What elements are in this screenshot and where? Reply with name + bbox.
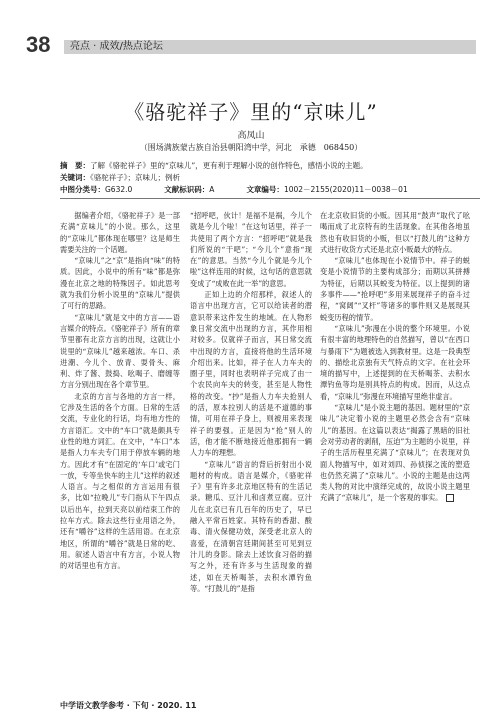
page-header <box>0 0 502 58</box>
keywords-label: 关键词： <box>60 173 90 182</box>
affiliation: （围场满族蒙古族自治县朝阳湾中学，河北 承德 068450） <box>139 143 363 152</box>
paragraph: 正如上边的介绍那样，叙述人的语言中出现方言，它可以给读者的潜意识带来这件发生的地域。在人物形象日常交流中出现的方言，其作用相对较多。仅就祥子而言，其日常交流中出现的方言，直接将他的生活环境介绍出来。比如，祥子在人力车夫的圈子里，同时也表明祥子完成了由一个农民向车夫的转变，甚至是人物性格的改变。“抄”是指人力车夫抢别人的活，原本拉别人的活是不道德的事情，可用在祥子身上，则被用来表现祥子的要强。正是因为“抢”别人的活，他才能不断地接近他那拥有一辆人力车的理想。 <box>190 290 312 458</box>
keywords <box>60 172 480 184</box>
paragraph: 据编者介绍，《骆驼祥子》是一部充满“京味儿”的小说。那么，这里的“京味儿”都体现在哪里？这是师生需要关注的一个话题。 <box>60 211 180 254</box>
keywords-text: 《骆驼祥子》；京味儿；例析 <box>90 173 180 182</box>
journal-footer: 中学语文教学参考 · 下旬 · 2020. 11 <box>60 701 197 710</box>
paragraph: “京味儿”之“京”是指向“味”的特质。因此，小说中的所有“味”都是弥漫在北京之地的特殊因子。如此思考就为我们分析小说里的“京味儿”提供了可行的思路。 <box>60 256 180 311</box>
document-code: 文献标识码：A <box>164 185 215 194</box>
clc-number: 中图分类号：G632.0 <box>60 185 133 194</box>
paragraph: “京味儿”语言的背后折射出小说题材的构成。语言是媒介，《骆驼祥子》里有许多北京地区特有的生活记录。糖瓜、豆汁儿和卤煮豆腐。豆汁儿在北京已有几百年的历史了，早已融入平常百姓家。其特有的香甜、酸毒、清火保健功效，深受老北京人的喜爱，在清朝宫廷期间甚至可见到豆汁儿的身影。除去上述饮食习俗的描写之外，还有许多与生活现象的描述，如在天桥喝茶，去积水潭钓鱼等。“打鼓儿的”是指 <box>190 459 312 593</box>
page-number: 38 <box>26 32 51 57</box>
abstract-text: 了解《骆驼祥子》里的“京味儿”，更有利于理解小说的创作特色，感悟小说的主题。 <box>90 161 368 170</box>
classification-line <box>60 184 490 195</box>
paragraph: “京味儿”弥漫在小说的整个环境里。小说有很丰富的地理特色的自然描写，曾以“在西口与暴雨下”为题被选入到教材里。这是一段典型的、描绘北京独有天气特点的文字。在社会环境的描写中，上述提到的在天桥喝茶、去积水潭钓鱼等均是别具特点的构成。因而，从这点看，“京味儿”弥漫在环境描写里绝非虚言。 <box>320 323 470 401</box>
author: 高凤山 <box>237 131 265 141</box>
abstract-label: 摘 要： <box>60 161 90 170</box>
paragraph: “京味儿”是小说主题的基因。题材里的“京味儿”决定着小说的主题里必然会含有“京味儿”的基因。在这篇以表达“揭露了黑暗的旧社会对劳动者的剥削，压迫”为主题的小说里，祥子的生活历程里充满了“京味儿”；在表现对负面人物描写中，如对刘四、孙侦探之流的塑造也仍然充满了“京味儿”。小说的主题是由这两类人物的对比中演绎完成的，故说小说主题里充满了“京味儿”，是一个客观的事实。 <box>320 403 470 503</box>
end-of-article-mark <box>446 494 454 502</box>
section-label: 亮点 · 成效/热点论坛 <box>70 41 163 52</box>
divider <box>60 198 480 199</box>
body-column-2 <box>190 210 312 680</box>
paragraph: “招呼吧，伙计！是福不是祸，今儿个就是今儿个啦！”在这句话里，祥子一共使用了两个方言：“招呼吧”就是我们所说的“干吧”；“今儿个”意指“现在”的意思。当然“今儿个就是今儿个啦”这样连用的时候，这句话的意思就变成了“成败在此一举”的意思。 <box>190 211 312 288</box>
paragraph: 在北京收旧货的小贩。因其用“鼓声”取代了吆喝而成了北京特有的生活现象。在其他各地虽然也有收旧货的小贩，但以“打鼓儿的”这种方式进行收货方式还是北京小贩最大的特点。 <box>320 211 470 254</box>
article-number: 文章编号：1002－2155(2020)11－0038－01 <box>246 185 408 194</box>
paragraph: “京味儿”就是文中的方言——语言媒介的特点。《骆驼祥子》所有的章节里都有北京方言的出现，这就让小说里的“京味儿”越来越浓。车口、杀进潮、今儿个、放青、耍骨头、麻利、炸了酱、鼓捣、吆喝子、磨缠等方言分别出现在各个章节里。 <box>60 312 180 390</box>
abstract <box>60 160 480 172</box>
abstract-block <box>60 160 480 184</box>
article-title: 《骆驼祥子》里的“京味儿” <box>124 100 378 124</box>
body-column-3 <box>320 210 470 680</box>
paragraph: “京味儿”也体现在小说情节中。祥子的蜕变是小说情节的主要构成部分；而期以其拼搏为特征，后期以其蜕变为特征。以上提到的诸多事件——“抢呼吧”多用来展现祥子的奋斗过程，“窝阔”“叉杆”等诸多的事件则又是展现其蜕变历程的情节。 <box>320 256 470 322</box>
paragraph: 北京的方言与各地的方言一样，它涉及生活的各个方面。日常的生活交流，专业化的行话，均有地方性的方言语汇。文中的“车口”就是颇具专业性的地方词汇。在文中，“车口”本是指人力车夫专门用于停放车辆的地方。因此才有“在固定的‘车口’或宅门一放，专等坐快车的主儿”这样的叙述人语言。与之相似的方言运用有很多，比如“拉晚儿”专门指从下午四点以后出车，拉到天亮以前结束工作的拉车方式。除去这些行业用语之外，还有“嚼谷”这样的生活用语。在北京地区，所谓的“嚼谷”就是日常的吃、用。叙述人语言中有方言，小说人物的对话里也有方言。 <box>60 391 180 571</box>
body-column-1 <box>60 210 180 680</box>
